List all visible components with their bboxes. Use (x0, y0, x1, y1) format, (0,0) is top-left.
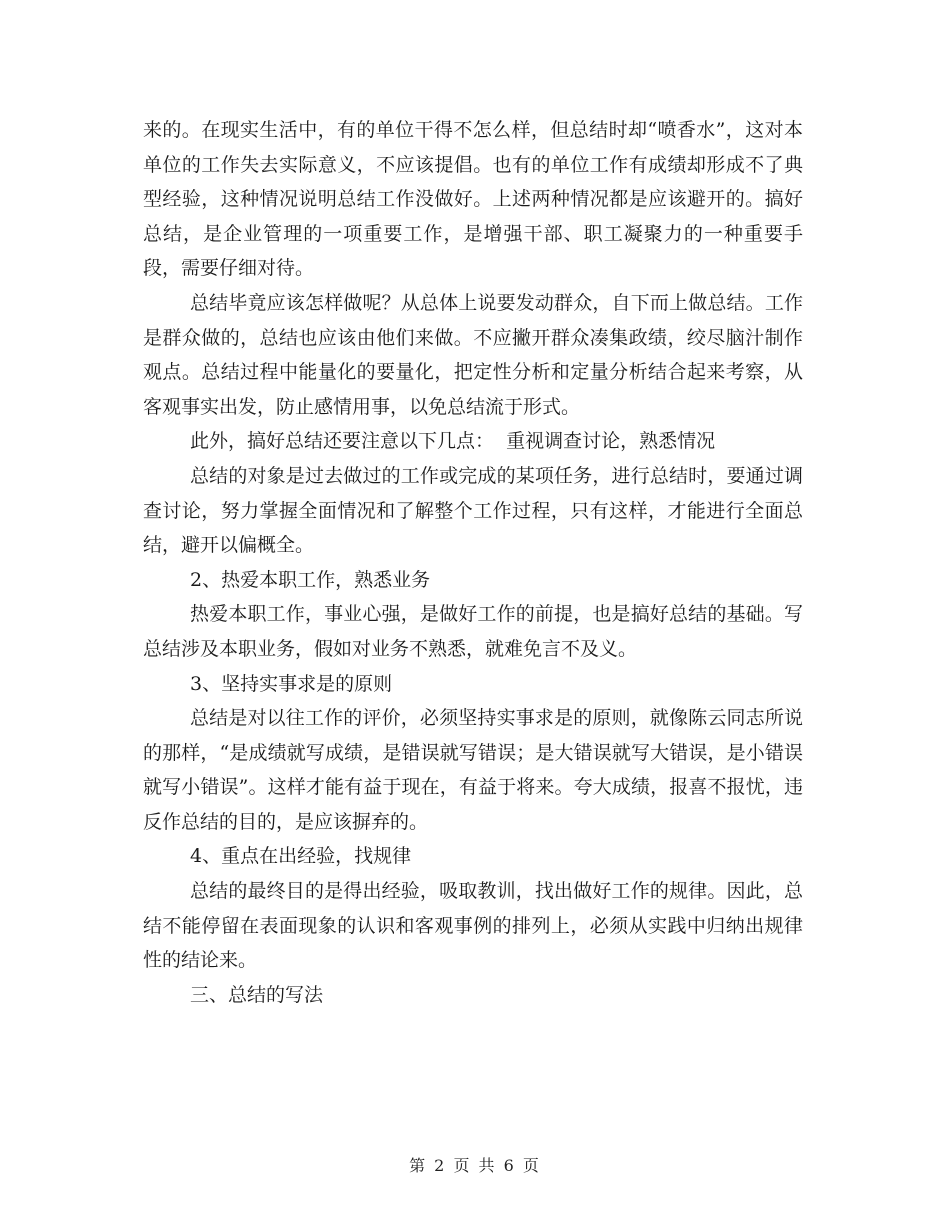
section-heading-2: 2、热爱本职工作，熟悉业务 (190, 568, 431, 591)
paragraph-2: 总结毕竟应该怎样做呢？从总体上说要发动群众，自下而上做总结。工作是群众做的，总结也应该由他们来做。不应撇开群众凑集政绩，绞尽脑汁制作观点。总结过程中能量化的要量化，把定性分析和定量分析结合起来考察，从客观事实出发，防止感情用事，以免总结流于形式。 (143, 291, 803, 418)
section-heading-5: 三、总结的写法 (190, 983, 324, 1006)
paragraph-6: 总结是对以往工作的评价，必须坚持实事求是的原则，就像陈云同志所说的那样，“是成绩就写成绩，是错误就写错误；是大错误就写大错误，是小错误就写小错误”。这样才能有益于现在，有益于将来。夸大成绩，报喜不报忧，违反作总结的目的，是应该摒弃的。 (143, 707, 803, 833)
page-number-footer: 第 2 页 共 6 页 (409, 1156, 541, 1175)
paragraph-3: 此外，搞好总结还要注意以下几点： 重视调查讨论，熟悉情况 (190, 430, 716, 453)
paragraph-1: 来的。在现实生活中，有的单位干得不怎么样，但总结时却“喷香水”，这对本单位的工作失去实际意义，不应该提倡。也有的单位工作有成绩却形成不了典型经验，这种情况说明总结工作没做好。上述两种情况都是应该避开的。搞好总结，是企业管理的一项重要工作，是增强干部、职工凝聚力的一种重要手段，需要仔细对待。 (143, 119, 803, 280)
paragraph-7: 总结的最终目的是得出经验，吸取教训，找出做好工作的规律。因此，总结不能停留在表面现象的认识和客观事例的排列上，必须从实践中归纳出规律性的结论来。 (143, 880, 803, 972)
section-heading-4: 4、重点在出经验，找规律 (190, 845, 412, 868)
document-body (143, 113, 803, 1012)
paragraph-4: 总结的对象是过去做过的工作或完成的某项任务，进行总结时，要通过调查讨论，努力掌握全面情况和了解整个工作过程，只有这样，才能进行全面总结，避开以偏概全。 (143, 464, 803, 557)
section-heading-3: 3、坚持实事求是的原则 (190, 672, 393, 695)
paragraph-5: 热爱本职工作，事业心强，是做好工作的前提，也是搞好总结的基础。写总结涉及本职业务，假如对业务不熟悉，就难免言不及义。 (143, 603, 803, 660)
